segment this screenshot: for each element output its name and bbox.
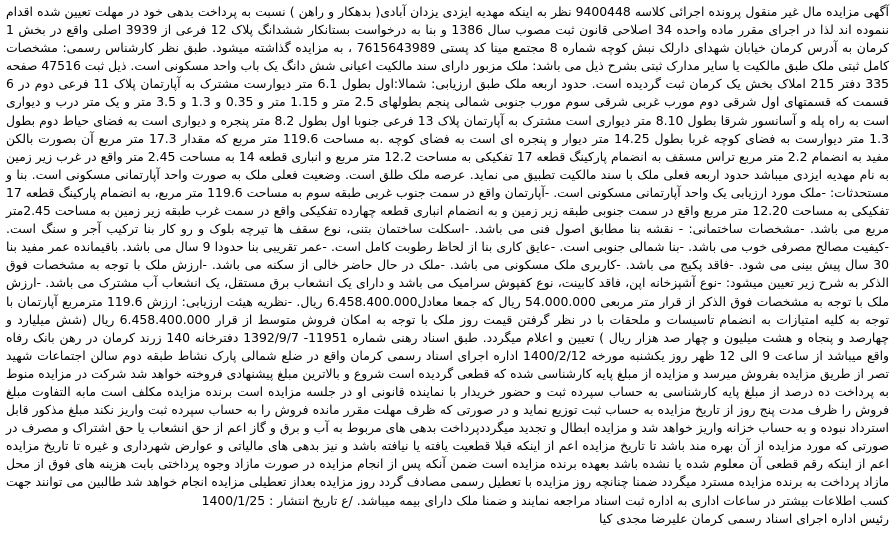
- notice-signature: رئیس اداره اجرای اسناد رسمی کرمان علیرضا مجدی کیا: [598, 510, 889, 526]
- notice-body: آگهی مزایده مال غیر منقول پرونده اجرائی کلاسه 9400448 نظر به اینکه مهدیه ایزدی یزدان آبادی( بدهکار و راهن ) نسبت به پرداخت بدهی خود در مهلت تعیین شده اقدام ننموده اند لذا در اجرای مقرر ماده واحده 34 اصلاحی قانون ثبت مصوب سال 1386 و بنا به درخواست بستانکار ششدانگ پلاک 12 فرعی از 3939 اصلی واقع در بخش 1 کرمان به آدرس کرمان خیابان شهدای دارلک نبش کوچه شماره 8 مجتمع مینا کد پستی 7615643989 ، به مزایده گذاشته میشود. طبق نظر کارشناس رسمی: مشخصات کامل ثبتی ملک طبق مالکیت یا سایر مدارک ثبتی بشرح ذیل می باشد: ملک مزبور دارای سند مالکیت اعیانی شش دانگ یک باب واحد مسکونی است. ذیل ثبت 47516 صفحه 335 دفتر 215 املاک بخش یک کرمان ثبت گردیده است. حدود اربعه ملک طبق ارزیابی: شمالا:اول بطول 6.1 متر دیوارست مشترک به آپارتمان پلاک 11 فرعی دوم در 6 قسمت که قسمتهای اول شرقی دوم مورب غربی شرقی سوم مورب جنوبی شمالی پنجم بطولهای 2.5 متر و 1.15 متر و 0.35 و 1.3 و 3.5 متر و یک متر درب و دیواری است به راه پله و آسانسور شرقا بطول 8.10 متر دیواری است مشترک به آپارتمان پلاک 13 فرعی جنوبا اول بطول 8.2 متر پنجره و دیواری است به فضای حیاط دوم بطول 1.3 متر دیوارست به فضای کوچه غربا بطول 14.25 متر دیوار و پنجره ای است به فضای کوچه .به مساحت 119.6 متر مربع که مقدار 17.3 متر مربع آن بصورت بالکن مفید به انضمام 2.2 متر مربع تراس مسقف به انضمام پارکینگ قطعه 17 تفکیکی به مساحت 12.2 متر مربع و انباری قطعه 14 به مساحت 2.45 متر واقع در غرب زیر زمین به نام مهدیه ایزدی میباشد حدود اربعه فعلی ملک با سند مالکیت تطبیق می نماید. عرصه ملک طلق است. وضعیت فعلی ملک به صورت واحد آپارتمانی مسکونی است. بنا و مستحدثات: -ملک مورد ارزیابی یک واحد آپارتمانی مسکونی است. -آپارتمان واقع در سمت جنوب غربی طبقه سوم به مساحت 119.6 متر مربع، به انضمام پارکینگ قطعه 17 تفکیکی به مساحت 12.20 متر مربع واقع در سمت جنوبی طبقه زیر زمین و به انضمام انباری قطعه چهارده تفکیکی واقع در سمت غرب طبقه زیر زمین به مساحت 2.45متر مربع می باشد. -مشخصات ساختمانی: - نقشه بنا مطابق اصول فنی می باشد. -اسکلت ساختمان بتنی، نوع سقف ها تیرچه بلوک و رو کار بنا ترکیب آجر و سنگ است. -کیفیت مصالح مصرفی خوب می باشد. -بنا شمالی جنوبی است. -عایق کاری بنا از لحاظ رطوبت کامل است. -عمر تقریبی بنا حدودا 9 سال می باشد. باقیمانده عمر مفید بنا 30 سال پیش بینی می شود. -فاقد پکیج می باشد. -کاربری ملک مسکونی می باشد. -ملک در حال حاضر خالی از سکنه می باشد. -ارزش ملک با توجه به مشخصات فوق الذکر به شرح زیر تعیین میشود: -نوع آشپزخانه اپن، فاقد کابینت، نوع کفپوش سرامیک می باشد و دارای یک انشعاب برق مستقل، یک انشعاب آب مشترک می باشد. -ارزش ملک با توجه به مشخصات فوق الذکر از قرار متر مربعی 54.000.000 ریال که جمعا معادل6.458.400.000 ریال. -نظریه هیئت ارزیابی: ارزش 119.6 مترمربع آپارتمان با توجه به کلیه امتیازات به انضمام تاسیسات و ملحقات با در نظر گرفتن قیمت روز ملک با توجه به امکان فروش متوسط از قرار 6.458.400.000 ریال (شش میلیارد و چهارصد و پنجاه و هشت میلیون و چهار صد هزار ریال ) تعیین و اعلام میگردد. طبق اسناد رهنی شماره 11951- 1392/9/7 دفترخانه 140 زرند کرمان در رهن بانک رفاه واقع میباشد از ساعت 9 الی 12 ظهر روز یکشنبه مورخه 1400/2/12 اداره اجرای اسناد رسمی کرمان واقع در ضلع شمالی پارک نشاط طبقه دوم سالن اجتماعات شهید تصر از طریق مزایده بفروش میرسد و مزایده از مبلغ پایه کارشناسی شده که قطعی گردیده است شروع و بالاترین مبلغ پیشنهادی فروخته خواهد شد شرکت در مزایده منوط به پرداخت ده درصد از مبلغ پایه کارشناسی به حساب سپرده ثبت و حضور خریدار با نماینده قانونی او در جلسه مزایده است برنده مزایده مکلف است مابه التفاوت مبلغ فروش را ظرف مدت پنج روز از تاریخ مزایده به حساب ثبت توزیع نماید و در صورتی که ظرف مهلت مقرر مانده فروش را به حساب سپرده ثبت واریز نکند مبلغ مذکور قابل استرداد نبوده و به حساب خزانه واریز خواهد شد و مزایده ابطال و تجدید میگرددپرداخت بدهی های مربوط به آب و برق و گاز اعم از حق انشعاب یا حق اشتراک و مصرف در صورتی که مورد مزایده از آن بهره مند باشد تا تاریخ مزایده اعم از اینکه قبلا قطعیت یافته یا نیافته باشد و نیز بدهی های مالیاتی و عوارض شهرداری و غیره تا تاریخ مزایده اعم از اینکه رقم قطعی آن معلوم شده یا نشده باشد بعهده برنده مزایده است ضمن آنکه پس از انجام مزایده در صورت مازاد وجوه پرداختی بابت هزینه های فوق از محل مازاد پرداخت به برنده مزایده مسترد میگردد ضمنا چنانچه روز مزایده با تعطیل رسمی مصادف گردد روز مزایده بعداز تعطیلی مزایده انجام خواهد شد طالبین می توانند جهت کسب اطلاعات بیشتر در ساعات اداری به اداره ثبت اسناد مراجعه نمایند و ضمنا ملک دارای بیمه میباشد. /ع تاریخ انتشار : 1400/1/25: [6, 4, 890, 508]
